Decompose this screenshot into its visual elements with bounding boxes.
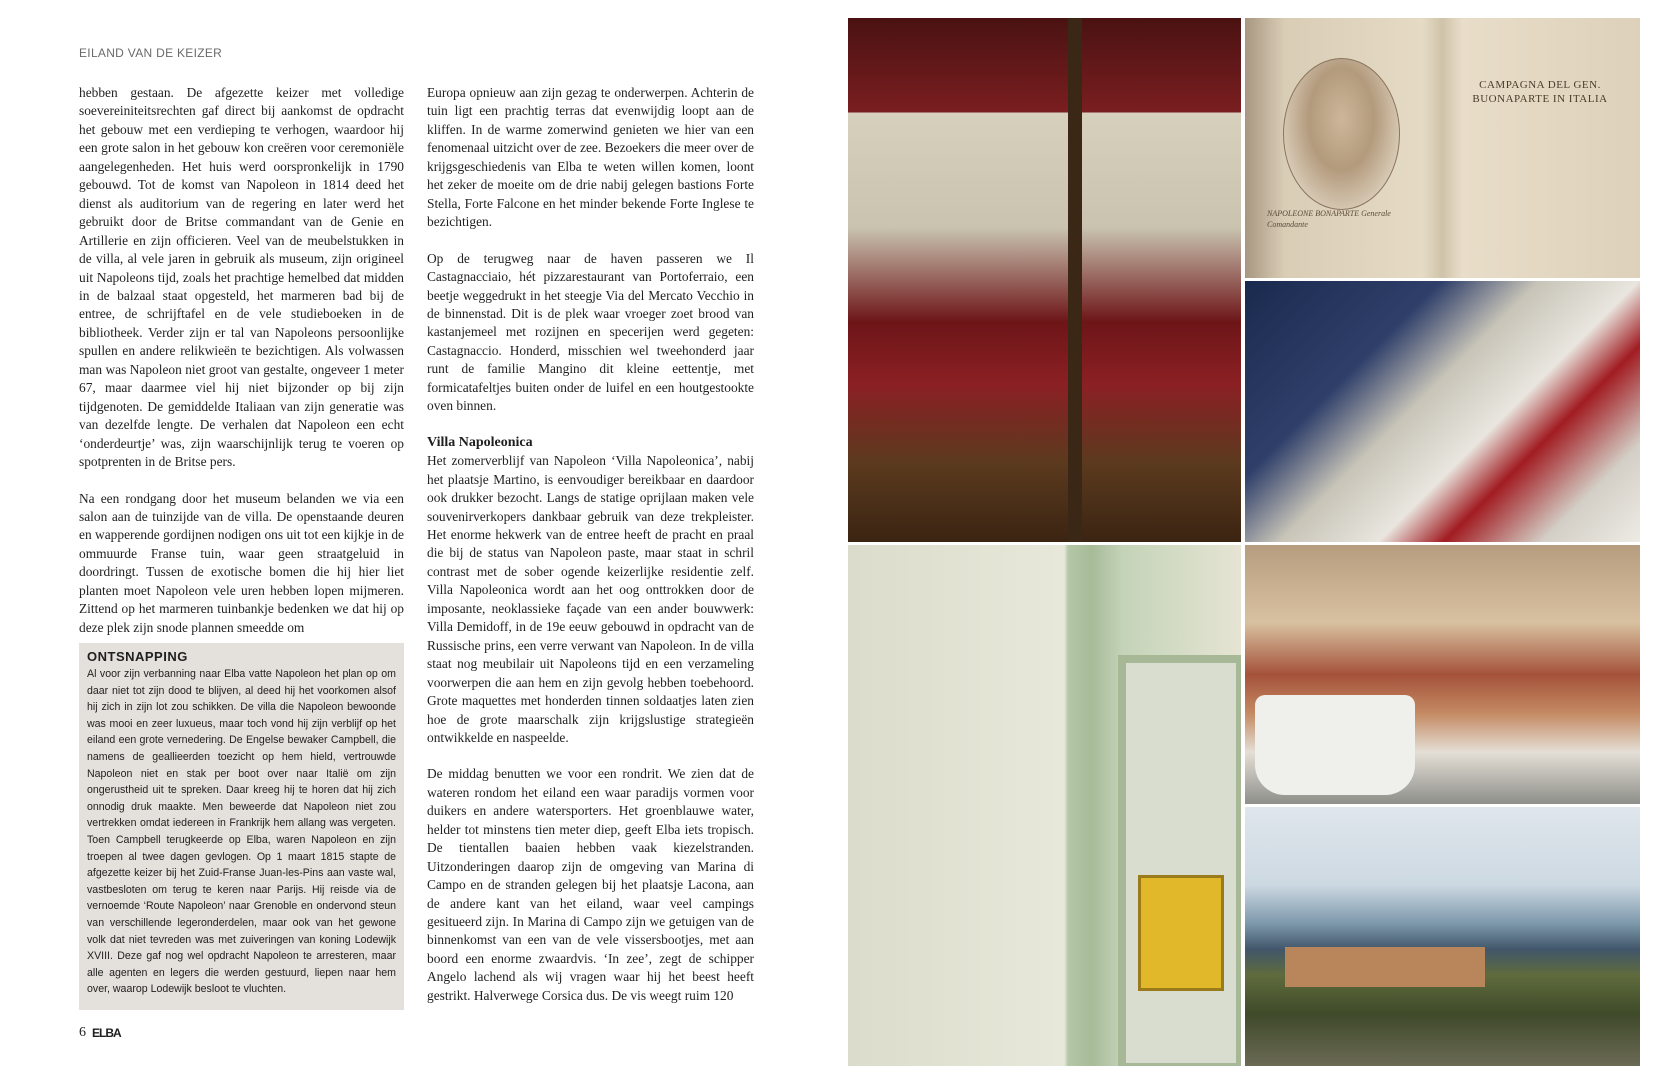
paragraph: Op de terugweg naar de haven passeren we Il Castagnacciaio, hét pizzarestaurant van Portoferraio, een beetje weggedrukt in het steegje Via del Mercato Vecchio in de binnenstad. Dit is de plek waar vroeger zoet brood van kastanjemeel met rozijnen en specerijen werd gegeten: Castagnaccio. Honderd, misschien wel tweehonderd jaar runt de familie Mangino dit kleine eettentje, met formicatafeltjes buiten onder de luifel en een houtgestookte oven binnen. [427, 250, 754, 414]
sidebar-box-ontsnapping [79, 643, 404, 1010]
photo-salon-mirror [848, 545, 1241, 1066]
paragraph: Europa opnieuw aan zijn gezag te onderwerpen. Achterin de tuin ligt een prachtig terras dat evenwijdig loopt aan de kliffen. In de warme zomerwind genieten we hier van een fenomenaal uitzicht over de zee. Bezoekers die meer over de krijgsgeschiedenis van Elba te weten willen komen, loont het zeker de moeite om de drie nabij gelegen bastions Forte Stella, Forte Falcone en het minder bekende Forte Inglese te bezichtigen. [427, 85, 754, 230]
paragraph: Na een rondgang door het museum belanden we via een salon aan de tuinzijde van de villa. De openstaande deuren en wapperende gordijnen nodigen ons uit tot een kijkje in de ommuurde Franse tuin, waar geen straatgeluid in doordringt. Tussen de exotische bomen die hij hier liet planten moet Napoleon vele uren hebben lopen mijmeren. Zittend op het marmeren tuinbankje bedenken we dat hij op deze plek zijn snode plannen smeedde om [79, 490, 404, 635]
paragraph: De middag benutten we voor een rondrit. We zien dat de wateren rondom het eiland een waar paradijs vormen voor duikers en andere watersporters. Het groenblauwe water, helder tot minstens tien meter diep, geeft Elba iets tropisch. De tientallen baaien hebben vaak kiezelstranden. Uitzonderingen daarop zijn de omgeving van Marina di Campo en de stranden gelegen bij het plaatsje Lacona, aan de andere kant van het eiland, waar veel campings gesitueerd zijn. In Marina di Campo zijn we getuigen van de binnenkomst van een van de vele vissersbootjes, met aan boord een enorme zwaardvis. ‘In zee’, zegt de schipper Angelo lachend als wij vragen waar hij het beest heeft gestrikt. Halverwege Corsica dus. De vis weegt ruim 120 [427, 766, 754, 1003]
photo-marble-bath [1245, 545, 1640, 804]
bathtub-shape [1255, 695, 1415, 795]
mirror-frame [1118, 655, 1241, 1066]
magazine-logo: ELBA [92, 1026, 121, 1040]
yellow-chair [1138, 875, 1224, 991]
paragraph: Het zomerverblijf van Napoleon ‘Villa Napoleonica’, nabij het plaatsje Martino, is eenvoudiger bereikbaar en daardoor ook drukker bezocht. Langs de statige oprijlaan maken vele souvenirverkopers dankbaar gebruik van deze trekpleister. Het enorme hekwerk van de entree heeft de pracht en praal die bij de status van Napoleon paste, maar staat in schril contrast met de sober ogende keizerlijke residentie zelf. Villa Napoleonica wordt aan het oog onttrokken door de imposante, neoklassieke façade van een ander bouwwerk: Villa Demidoff, in de 19e eeuw gebouwd in opdracht van de Russische prins, een verre verwant van Napoleon. In de villa staat nog meubilair uit Napoleons tijd en een verzameling voorwerpen die aan hem en zijn gevolg hebben toebehoord. Grote maquettes met honderden tinnen soldaatjes laten zien hoe de grote maarschalk zijn krijgslustige strategieën ontwikkelde en naspeelde. [427, 453, 754, 745]
section-heading: Villa Napoleonica [427, 434, 533, 450]
paragraph: hebben gestaan. De afgezette keizer met volledige soevereiniteitsrechten gaf direct bij aankomst de opdracht het gebouw met een verdieping te verhogen, waardoor hij een grote salon in het gebouw kon creëren voor ceremoniële aangelegenheden. Het huis werd oorspronkelijk in 1790 gebouwd. Tot de komst van Napoleon in 1814 deed het dienst als auditorium van de regering en later werd het gebruikt door de Britse commandant van de Genie en Artillerie en zijn officieren. Veel van de meubelstukken in de villa, al vele jaren in gebruik als museum, zijn origineel uit Napoleons tijd, zoals het prachtige hemelbed dat midden in de balzaal staat opgesteld, het marmeren bad bij de entree, de schrijftafel en de vele studieboeken in de bibliotheek. Verder zijn er tal van Napoleons persoonlijke spullen en andere relikwieën te bezichtigen. Als volwassen man was Napoleon niet groot van gestalte, ongeveer 1 meter 67, maar daarmee viel hij niet bijzonder op bij zijn tijdgenoten. De gemiddelde Italiaan van zijn generatie was van dezelfde lengte. De verhalen dat Napoleon een echt ‘onderdeurtje’ was, zijn waarschijnlijk terug te voeren op spotprenten in de Britse pers. [79, 85, 404, 470]
sidebar-title: ONTSNAPPING [87, 649, 188, 664]
portrait-engraving [1283, 58, 1400, 210]
sidebar-text: Al voor zijn verbanning naar Elba vatte Napoleon het plan op om daar niet tot zijn dood te blijven, al deed hij het voorkomen alsof hij zich in zijn lot zou schikken. De villa die Napoleon bewoonde was mooi en zeer luxueus, maar toch vond hij zijn verblijf op het eiland een grote vernedering. De Engelse bewaker Campbell, die namens de geallieerden toezicht op hem hield, vertrouwde Napoleon niet en stak per boot over naar Italië om zijn ongerustheid uit te spreken. Daar kreeg hij te horen dat hij zich onnodig druk maakte. Men beweerde dat Napoleon niet zou vertrekken omdat iedereen in Frankrijk hem allang was vergeten. Toen Campbell terugkeerde op Elba, waren Napoleon en zijn troepen al twee dagen gevlogen. Op 1 maart 1815 stapte de afgezette keizer bij het Zuid-Franse Juan-les-Pins aan vaste wal, vastbesloten om terug te keren naar Parijs. Hij reisde via de vernoemde ‘Route Napoleon’ naar Grenoble en ondervond steun van verschillende legeronderdelen, maar ook van het gewone volk dat niet tevreden was met zuiveringen van koning Lodewijk XVIII. Deze gaf nog wel opdracht Napoleon te arresteren, maar alle agenten en legers die werden gestuurd, liepen naar hem over, waarop Lodewijk besloot te vluchten. [87, 668, 396, 996]
fort-shape [1285, 947, 1485, 987]
running-header: EILAND VAN DE KEIZER [79, 46, 223, 60]
page-footer [79, 1025, 121, 1041]
text-column-2 [427, 84, 754, 1023]
page-number: 6 [79, 1025, 86, 1040]
book-caption: NAPOLEONE BONAPARTE Generale Comandante [1267, 209, 1391, 229]
bed-post-shape [1068, 18, 1082, 542]
photo-uniform-cuff [1245, 281, 1640, 542]
text-column-1 [79, 84, 404, 655]
photo-book-campagna [1245, 18, 1640, 278]
photo-coastal-fort [1245, 807, 1640, 1066]
book-title: CAMPAGNA DEL GEN. BUONAPARTE IN ITALIA [1472, 79, 1608, 105]
photo-canopy-bed [848, 18, 1241, 542]
